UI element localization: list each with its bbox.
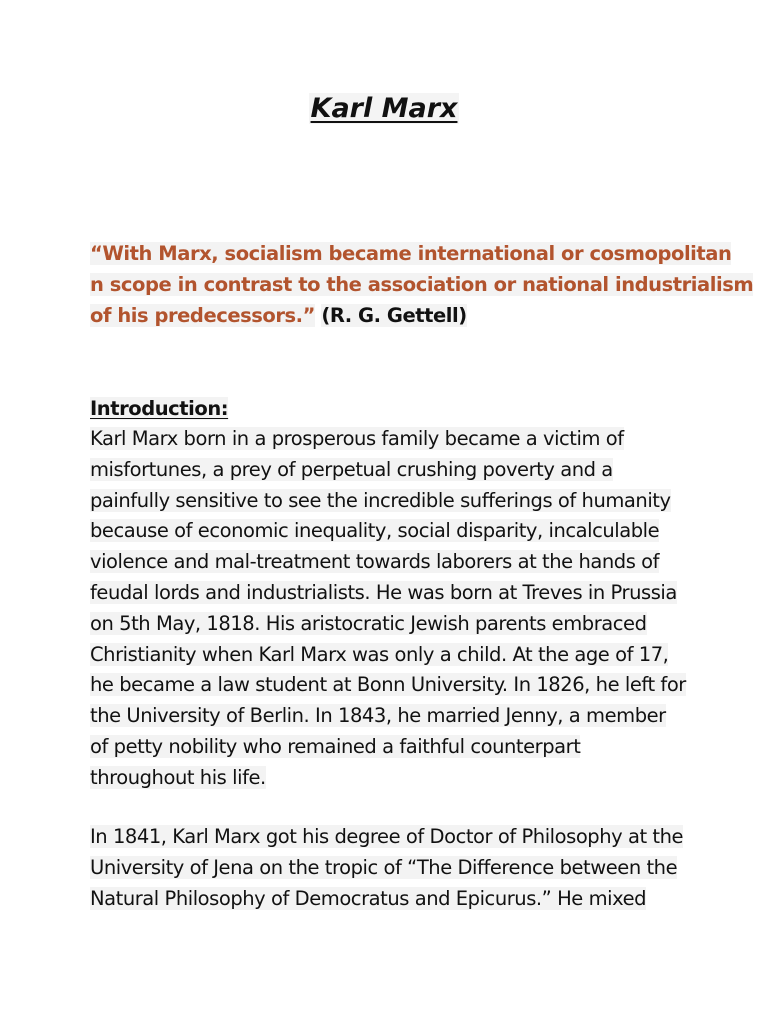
document-title-text: Karl Marx <box>310 93 458 124</box>
quote-line <box>90 239 732 270</box>
paragraph-line-text: painfully sensitive to see the incredible sufferings of humanity <box>90 488 671 512</box>
introduction-paragraph <box>90 424 690 794</box>
paragraph-line-text: because of economic inequality, social disparity, incalculable <box>90 519 660 543</box>
paragraph-line <box>90 640 690 671</box>
quote-attribution: (R. G. Gettell) <box>321 303 467 327</box>
paragraph-line-text: University of Jena on the tropic of “The Difference between the <box>90 855 678 879</box>
introduction-heading-text: Introduction: <box>90 397 229 420</box>
quote-line <box>90 270 754 301</box>
paragraph-line <box>90 670 690 701</box>
paragraph-line-text: Karl Marx born in a prosperous family became a victim of <box>90 427 624 450</box>
paragraph-line-text: of petty nobility who remained a faithful counterpart <box>90 734 581 758</box>
paragraph-line-text: Natural Philosophy of Democratus and Epicurus.” He mixed <box>90 886 647 910</box>
paragraph-line-text: throughout his life. <box>90 765 266 789</box>
paragraph-line <box>90 424 690 455</box>
paragraph-line <box>90 455 690 486</box>
paragraph-line <box>90 516 690 547</box>
paragraph-line <box>90 822 690 853</box>
document-title <box>0 93 768 124</box>
epigraph-quote <box>90 239 754 331</box>
paragraph-line-text: Christianity when Karl Marx was only a child. At the age of 17, <box>90 642 669 666</box>
quote-line-text: n scope in contrast to the association or national industrialism <box>90 272 754 296</box>
paragraph-line <box>90 732 690 763</box>
paragraph-line-text: violence and mal-treatment towards laborers at the hands of <box>90 550 660 574</box>
paragraph-line <box>90 884 690 915</box>
paragraph-line <box>90 853 690 884</box>
paragraph-line-text: the University of Berlin. In 1843, he married Jenny, a member <box>90 704 666 728</box>
paragraph-line <box>90 763 690 794</box>
quote-line <box>90 301 690 332</box>
paragraph-line <box>90 547 690 578</box>
paragraph-line <box>90 701 690 732</box>
paragraph-line <box>90 486 690 517</box>
introduction-heading <box>90 394 228 425</box>
paragraph-line-text: feudal lords and industrialists. He was born at Treves in Prussia <box>90 580 677 604</box>
quote-line-text: “With Marx, socialism became international or cosmopolitan <box>90 242 732 265</box>
paragraph-line-text: he became a law student at Bonn University. In 1826, he left for <box>90 673 686 697</box>
paragraph-line <box>90 609 690 640</box>
quote-line-text: of his predecessors.” <box>90 303 316 327</box>
paragraph-line-text: misfortunes, a prey of perpetual crushing poverty and a <box>90 457 613 481</box>
paragraph-line-text: on 5th May, 1818. His aristocratic Jewish parents embraced <box>90 611 647 635</box>
paragraph-line-text: In 1841, Karl Marx got his degree of Doctor of Philosophy at the <box>90 825 684 848</box>
paragraph-line <box>90 578 690 609</box>
second-paragraph <box>90 822 690 914</box>
